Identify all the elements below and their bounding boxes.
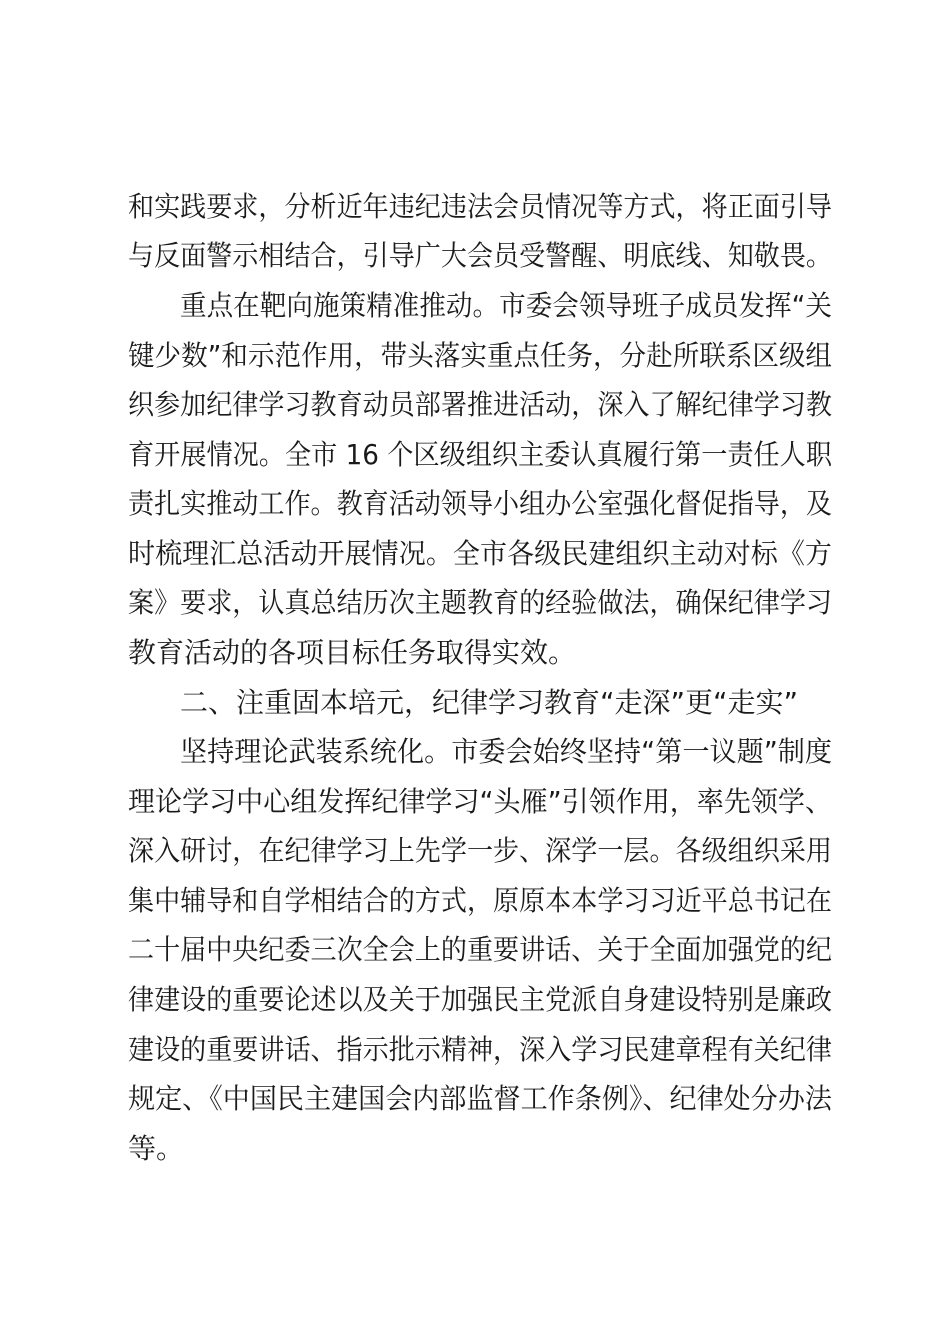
line-text: 和实践要求，分析近年违纪违法会员情况等方式，将正面引导 <box>128 190 833 223</box>
text-line <box>0 974 950 1026</box>
text-line <box>0 478 950 530</box>
text-line <box>0 181 950 233</box>
text-line <box>0 528 950 580</box>
line-text: 时梳理汇总活动开展情况。全市各级民建组织主动对标《方 <box>128 537 832 570</box>
line-text: 建设的重要讲话、指示批示精神，深入学习民建章程有关纪律 <box>128 1033 833 1066</box>
line-text: 二十届中央纪委三次全会上的重要讲话、关于全面加强党的纪 <box>128 933 833 966</box>
text-line <box>0 230 950 282</box>
line-text: 深入研讨，在纪律学习上先学一步、深学一层。各级组织采用 <box>128 834 833 867</box>
text-line <box>0 379 950 431</box>
text-line <box>0 280 950 332</box>
text-line <box>0 429 950 481</box>
line-text: 重点在靶向施策精准推动。市委会领导班子成员发挥“关 <box>180 289 832 322</box>
line-text: 规定、《中国民主建国会内部监督工作条例》、纪律处分办法 <box>128 1082 832 1115</box>
line-text: 等。 <box>128 1132 185 1165</box>
text-line <box>0 577 950 629</box>
line-text: 集中辅导和自学相结合的方式，原原本本学习习近平总书记在 <box>128 884 833 917</box>
line-text: 教育活动的各项目标任务取得实效。 <box>128 636 577 669</box>
text-line <box>0 776 950 828</box>
line-text: 与反面警示相结合，引导广大会员受警醒、明底线、知敬畏。 <box>128 239 833 272</box>
text-line <box>0 924 950 976</box>
line-text: 键少数”和示范作用，带头落实重点任务，分赴所联系区级组 <box>128 339 832 372</box>
text-line <box>0 1123 950 1175</box>
text-line <box>0 627 950 679</box>
line-text: 理论学习中心组发挥纪律学习“头雁”引领作用，率先领学、 <box>128 785 833 818</box>
text-line <box>0 330 950 382</box>
section-heading <box>0 677 950 729</box>
line-text: 坚持理论武装系统化。市委会始终坚持“第一议题”制度 <box>180 735 833 768</box>
line-text: 律建设的重要论述以及关于加强民主党派自身建设特别是廉政 <box>128 983 833 1016</box>
text-line <box>0 825 950 877</box>
line-text: 育开展情况。全市 16 个区级组织主委认真履行第一责任人职 <box>128 438 833 471</box>
line-text: 案》要求，认真总结历次主题教育的经验做法，确保纪律学习 <box>128 586 833 619</box>
text-line <box>0 726 950 778</box>
line-text: 责扎实推动工作。教育活动领导小组办公室强化督促指导，及 <box>128 487 833 520</box>
text-line <box>0 875 950 927</box>
text-line <box>0 1024 950 1076</box>
line-text: 织参加纪律学习教育动员部署推进活动，深入了解纪律学习教 <box>128 388 833 421</box>
text-line <box>0 1073 950 1125</box>
section-heading-text: 二、注重固本培元，纪律学习教育“走深”更“走实” <box>180 686 799 719</box>
